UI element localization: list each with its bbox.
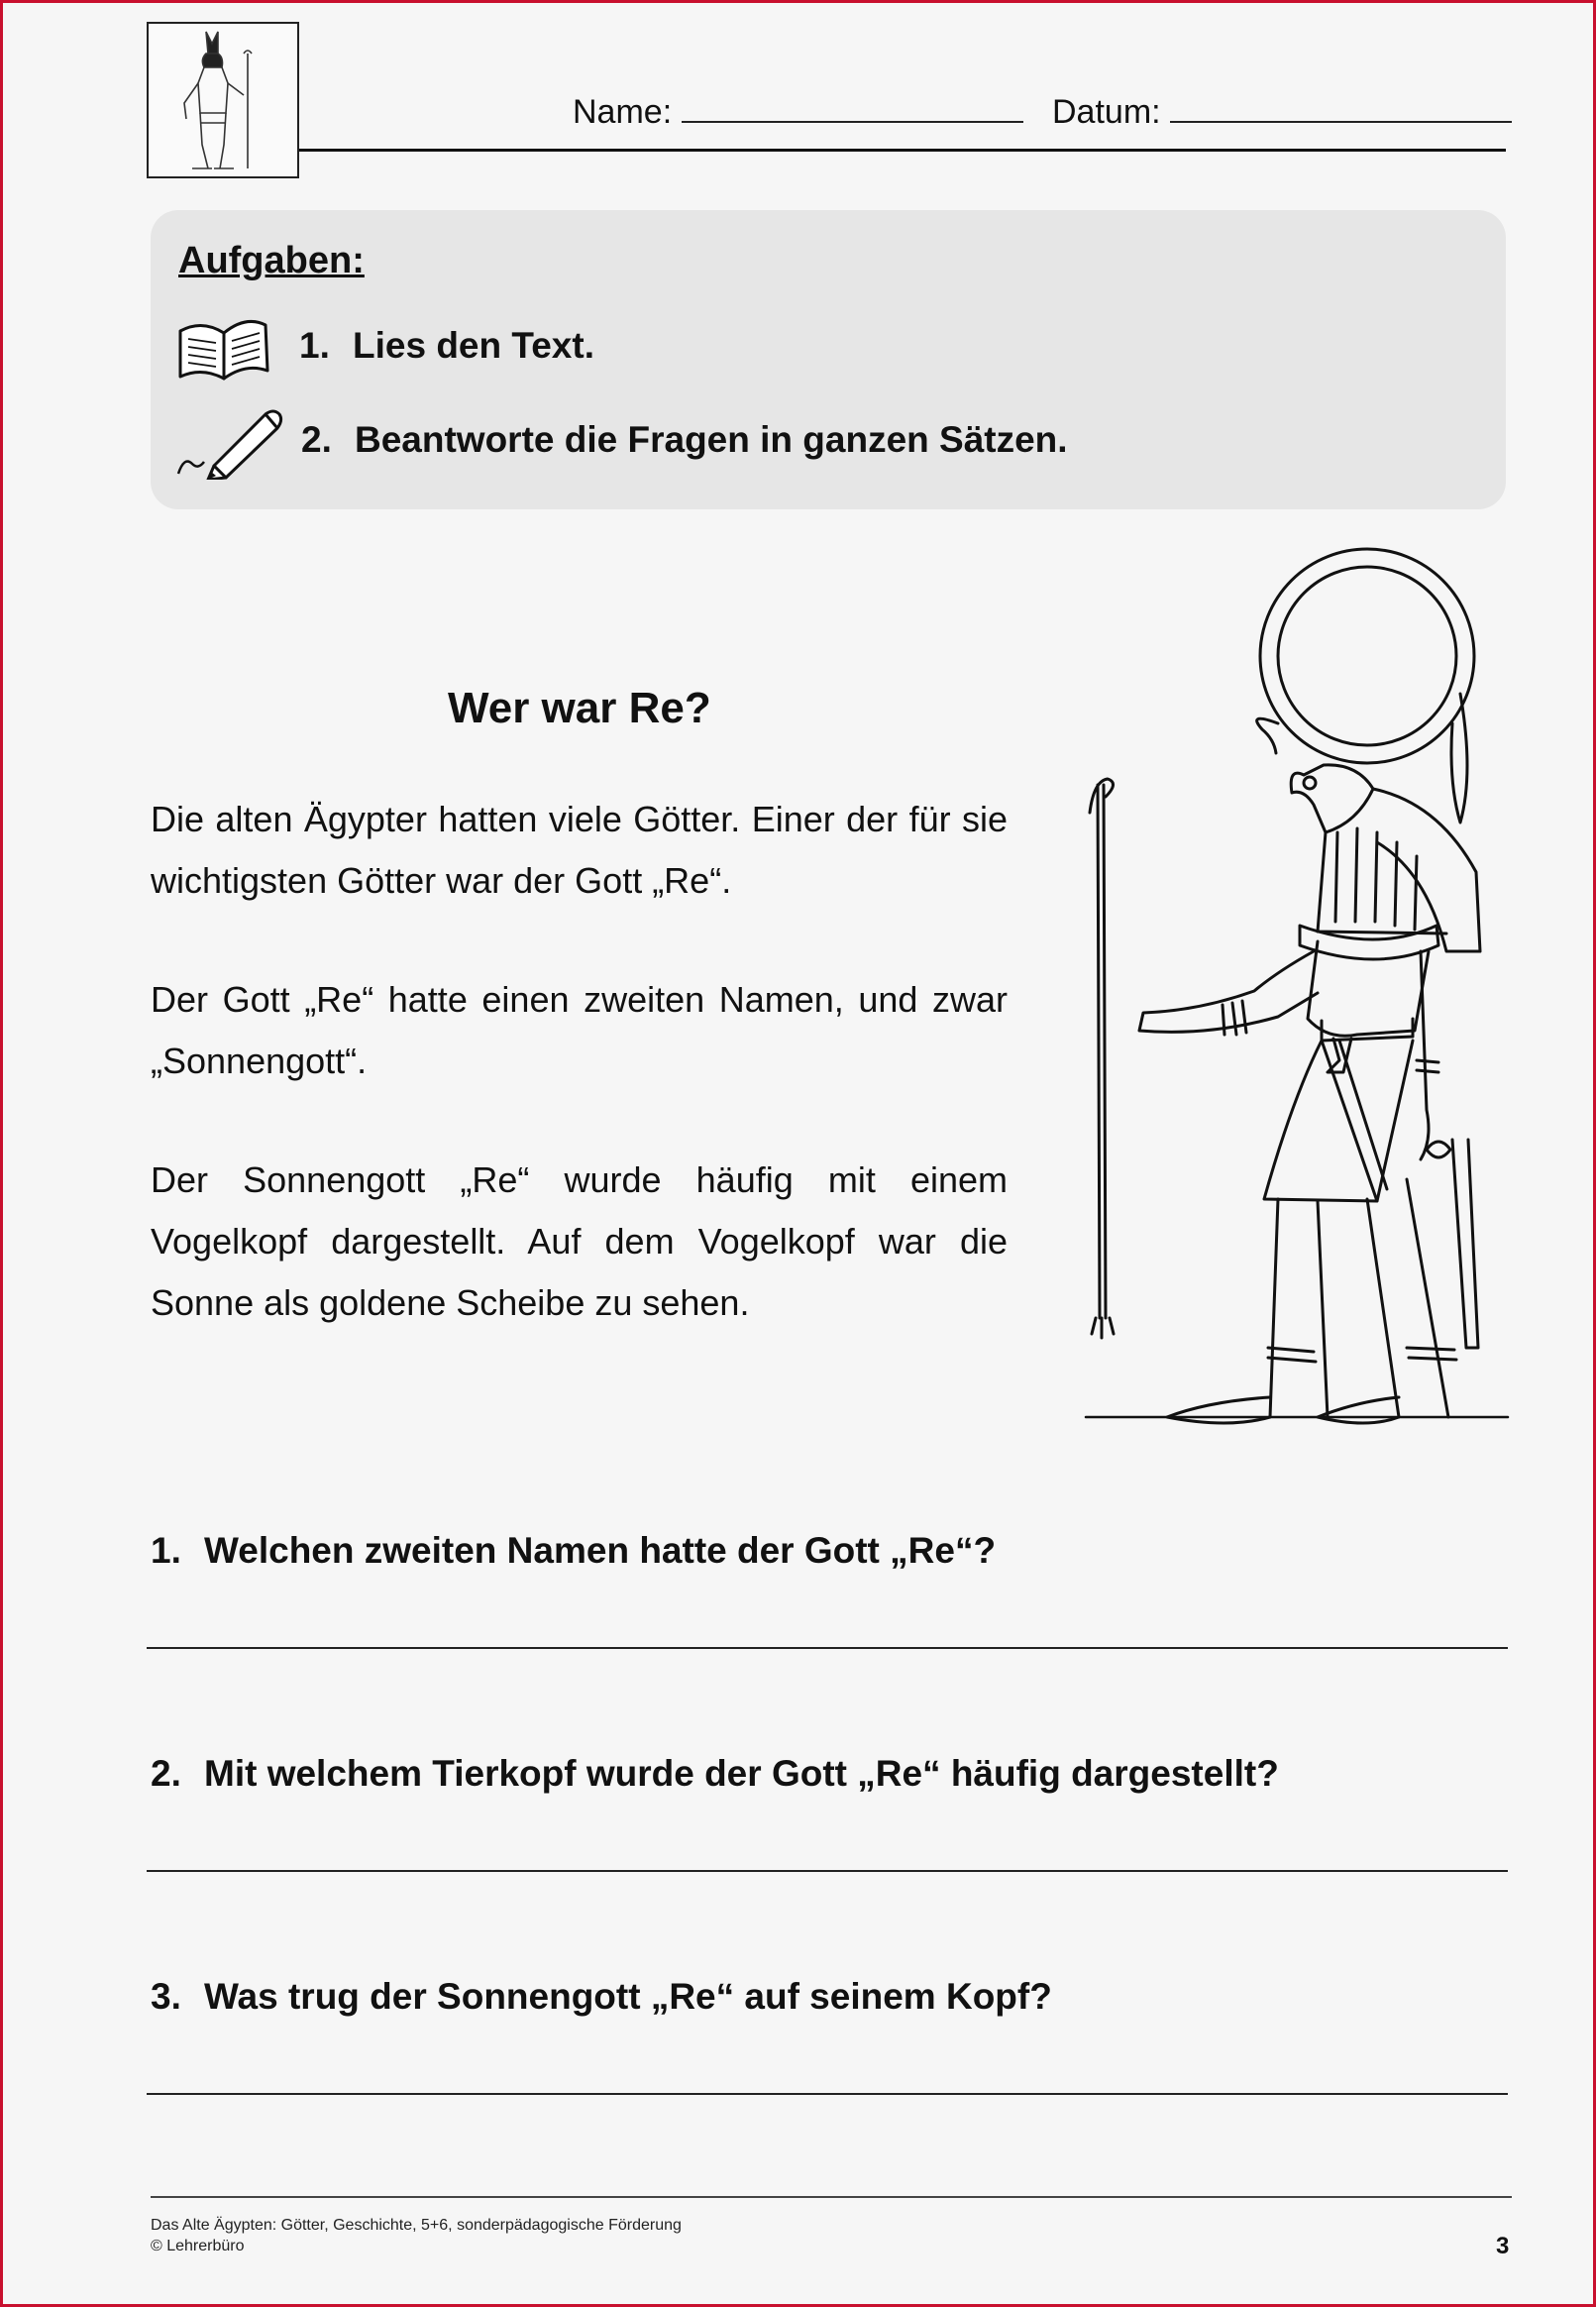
header-rule bbox=[299, 149, 1506, 152]
name-blank-line[interactable] bbox=[682, 91, 1023, 123]
paragraph-1: Die alten Ägypter hatten viele Götter. Einer der für sie wichtigsten Götter war der Gott „Re“. bbox=[151, 799, 1008, 901]
reading-title: Wer war Re? bbox=[448, 684, 711, 732]
footer-rule bbox=[151, 2196, 1512, 2198]
answer-line-2[interactable] bbox=[147, 1870, 1508, 1872]
task-text: Lies den Text. bbox=[353, 325, 594, 366]
date-blank-line[interactable] bbox=[1170, 91, 1512, 123]
date-label: Datum: bbox=[1052, 93, 1161, 131]
date-field[interactable] bbox=[1052, 91, 1512, 132]
question-1 bbox=[151, 1530, 996, 1572]
answer-line-1[interactable] bbox=[147, 1647, 1508, 1649]
question-text: Mit welchem Tierkopf wurde der Gott „Re“ häufig dargestellt? bbox=[204, 1753, 1279, 1794]
task-title: Aufgaben: bbox=[178, 240, 365, 281]
answer-line-3[interactable] bbox=[147, 2093, 1508, 2095]
task-item-1 bbox=[299, 325, 594, 367]
task-text: Beantworte die Fragen in ganzen Sätzen. bbox=[355, 419, 1068, 460]
re-illustration bbox=[1080, 545, 1516, 1432]
question-number: 3. bbox=[151, 1976, 181, 2017]
question-number: 1. bbox=[151, 1530, 181, 1571]
page-number: 3 bbox=[1496, 2233, 1510, 2259]
open-book-icon bbox=[176, 309, 271, 389]
question-2 bbox=[151, 1753, 1279, 1795]
task-number: 1. bbox=[299, 325, 330, 366]
anubis-thumbnail bbox=[147, 22, 299, 178]
pencil-icon bbox=[174, 400, 289, 485]
anubis-figure-icon bbox=[149, 24, 297, 176]
footer-series-title: Das Alte Ägypten: Götter, Geschichte, 5+6, sonderpädagogische Förderung bbox=[151, 2217, 682, 2234]
question-text: Welchen zweiten Namen hatte der Gott „Re“? bbox=[204, 1530, 997, 1571]
name-label: Name: bbox=[573, 93, 673, 131]
paragraph-2: Der Gott „Re“ hatte einen zweiten Namen, und zwar „Sonnengott“. bbox=[151, 979, 1008, 1081]
name-field[interactable] bbox=[573, 91, 1023, 132]
question-3 bbox=[151, 1976, 1052, 2018]
question-text: Was trug der Sonnengott „Re“ auf seinem Kopf? bbox=[204, 1976, 1052, 2017]
task-item-2 bbox=[301, 419, 1068, 461]
paragraph-3: Der Sonnengott „Re“ wurde häufig mit einem Vogelkopf dargestellt. Auf dem Vogelkopf war die Sonne als goldene Scheibe zu sehen. bbox=[151, 1159, 1008, 1323]
question-number: 2. bbox=[151, 1753, 181, 1794]
task-number: 2. bbox=[301, 419, 332, 460]
footer-copyright: © Lehrerbüro bbox=[151, 2238, 245, 2254]
